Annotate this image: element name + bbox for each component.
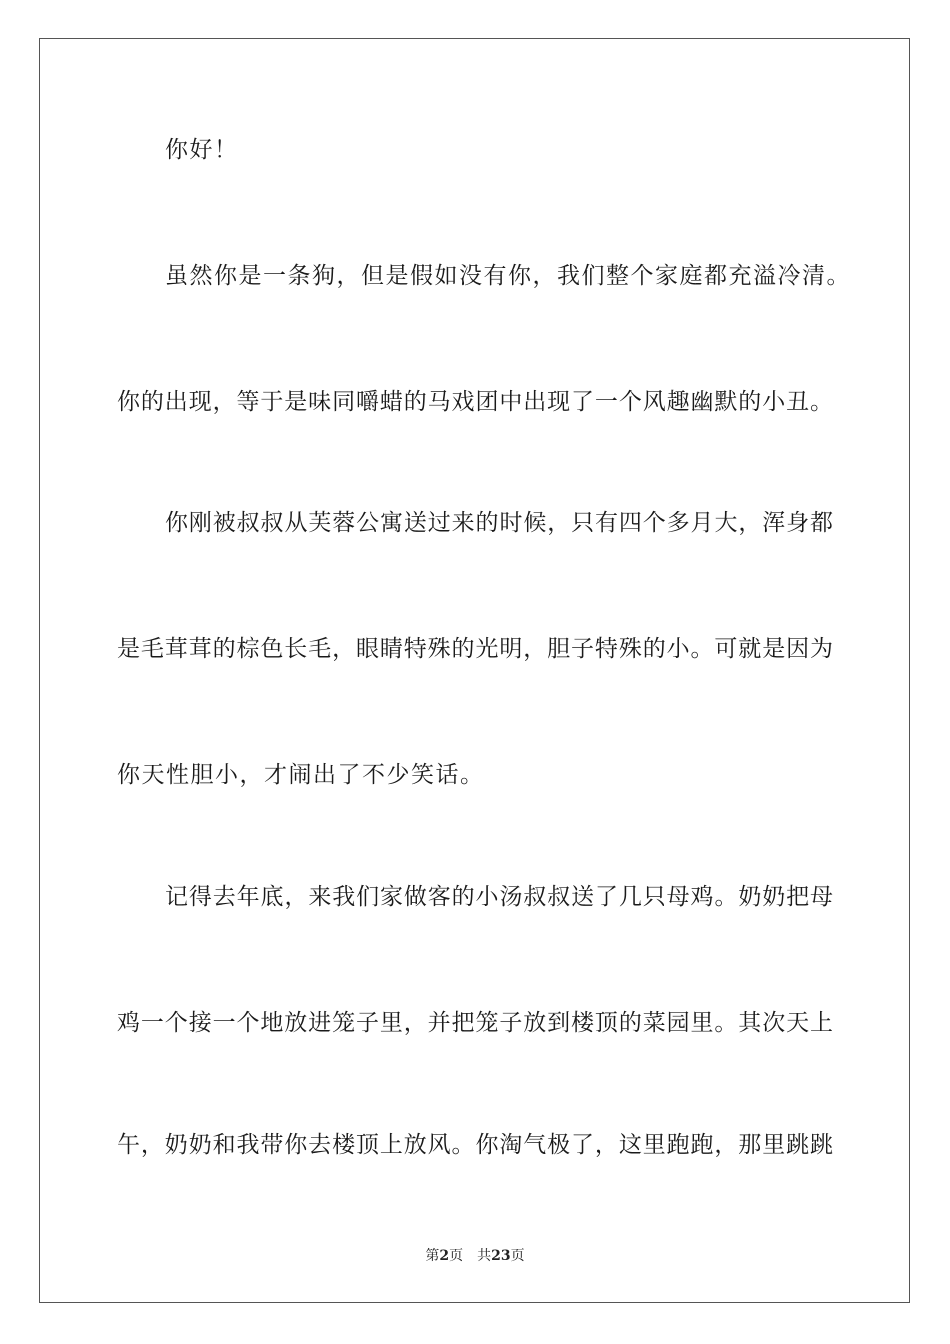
paragraph-line: 记得去年底，来我们家做客的小汤叔叔送了几只母鸡。奶奶把母 [165, 884, 833, 910]
page-label-prefix: 第 [425, 1248, 440, 1264]
paragraph-line: 你的出现，等于是味同嚼蜡的马戏团中出现了一个风趣幽默的小丑。 [117, 389, 833, 415]
total-label-suffix: 页 [510, 1248, 525, 1264]
total-label-prefix: 共 [477, 1248, 492, 1264]
paragraph-line: 午，奶奶和我带你去楼顶上放风。你淘气极了，这里跑跑，那里跳跳 [117, 1132, 833, 1158]
total-pages: 23 [491, 1248, 511, 1264]
page-footer [0, 1247, 950, 1265]
page-label-suffix: 页 [449, 1248, 464, 1264]
paragraph-line: 是毛茸茸的棕色长毛，眼睛特殊的光明，胆子特殊的小。可就是因为 [117, 636, 833, 662]
page-number: 2 [439, 1248, 450, 1264]
paragraph-line: 鸡一个接一个地放进笼子里，并把笼子放到楼顶的菜园里。其次天上 [117, 1010, 833, 1036]
paragraph-line: 你刚被叔叔从芙蓉公寓送过来的时候，只有四个多月大，浑身都 [165, 510, 833, 536]
paragraph-line: 你天性胆小，才闹出了不少笑话。 [117, 762, 485, 788]
page-border [39, 38, 910, 1303]
greeting-line: 你好！ [165, 137, 239, 163]
paragraph-line: 虽然你是一条狗，但是假如没有你，我们整个家庭都充溢冷清。 [165, 263, 851, 289]
